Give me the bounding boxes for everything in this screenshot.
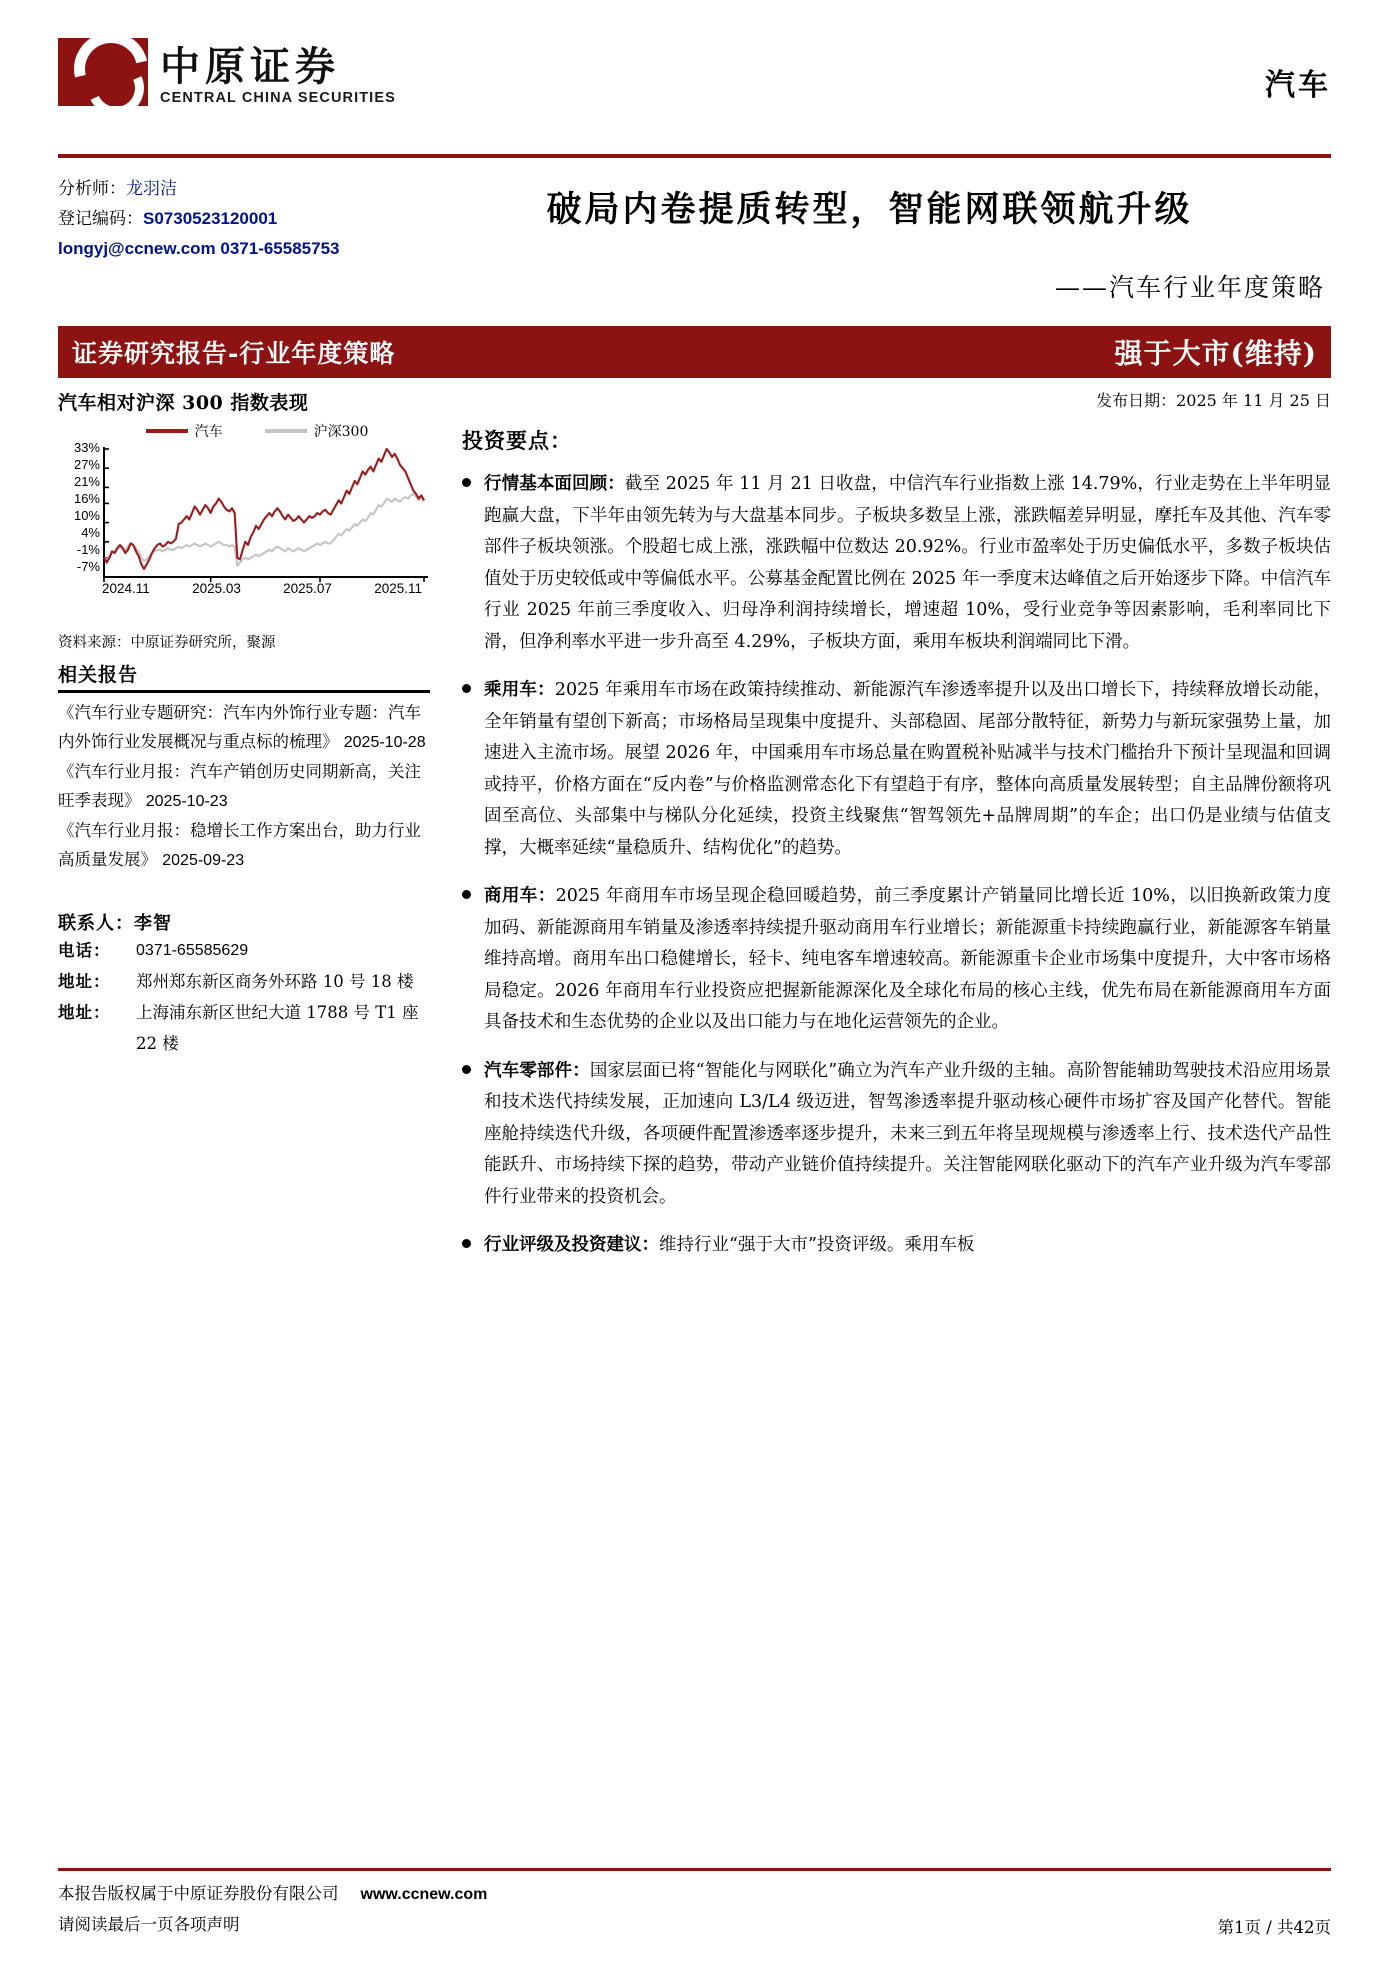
- title-block: [408, 168, 1331, 304]
- related-reports-heading: 相关报告: [58, 664, 139, 686]
- investment-point: [462, 1230, 1331, 1262]
- chart-x-tick: 2024.11: [102, 581, 150, 596]
- investment-points-heading: 投资要点：: [462, 428, 572, 453]
- index-performance-chart: [58, 421, 436, 621]
- contact-value: 上海浦东新区世纪大道 1788 号 T1 座 22 楼: [136, 1002, 419, 1053]
- legend-swatch-csi300: [265, 429, 307, 433]
- chart-x-tick: 2025.03: [192, 581, 241, 596]
- footer-url[interactable]: www.ccnew.com: [360, 1886, 488, 1903]
- chart-y-tick: 4%: [81, 525, 100, 540]
- related-report-date: 2025-10-28: [343, 733, 426, 751]
- investment-point-text: [484, 1230, 1331, 1262]
- bullet-icon: [462, 1230, 484, 1262]
- related-report-date: 2025-09-23: [162, 851, 245, 869]
- header-divider: [58, 154, 1331, 158]
- contact-key: 地址：: [58, 971, 111, 991]
- page-title: 破局内卷提质转型，智能网联领航升级: [546, 189, 1193, 230]
- related-report-title: 《汽车行业月报：汽车产销创历史同期新高，关注旺季表现》: [58, 761, 421, 810]
- contact-key: 地址：: [58, 1002, 111, 1022]
- investment-point-text: [484, 881, 1331, 1039]
- investment-point-label: 行情基本面回顾：: [484, 474, 625, 494]
- analyst-block: [58, 168, 408, 304]
- investment-point-label: 汽车零部件：: [484, 1060, 590, 1081]
- legend-label-csi300: 沪深300: [313, 424, 369, 440]
- contact-row: [58, 997, 430, 1059]
- license-label: 登记编码：: [58, 209, 143, 228]
- contact-list: [58, 935, 430, 1059]
- contact-heading-name: 李智: [134, 912, 172, 934]
- investment-point-text: [484, 1056, 1331, 1214]
- chart-lines: [102, 445, 428, 585]
- related-report-item[interactable]: [58, 816, 430, 875]
- analyst-contact-row: [58, 234, 408, 264]
- bullet-icon: [462, 675, 484, 864]
- license-number: S0730523120001: [143, 209, 278, 228]
- company-name-cn: 中原证券: [160, 43, 340, 90]
- legend-item-auto: [146, 421, 223, 441]
- chart-y-tick: 10%: [73, 508, 100, 523]
- chart-source: 资料来源：中原证券研究所，聚源: [58, 635, 276, 651]
- left-sidebar: [58, 388, 448, 1279]
- related-reports-divider: [58, 690, 430, 693]
- investment-point: [462, 1056, 1331, 1214]
- chart-y-tick: 33%: [73, 440, 100, 455]
- chart-title: 汽车相对沪深 300 指数表现: [58, 392, 309, 414]
- investment-point-body: 2025 年商用车市场呈现企稳回暖趋势，前三季度累计产销量同比增长近 10%，以旧换新政策力度加码、新能源商用车销量及渗透率持续提升驱动商用车行业增长；新能源重卡持续跑赢行业，新能源客车销量维持高增。商用车出口稳健增长，轻卡、纯电客车增速较高。新能源重卡企业市场集中度提升，大中客市场格局稳定。2026 年商用车行业投资应把握新能源深化及全球化布局的核心主线，优先布局在新能源商用车方面具备技术和生态优势的企业以及出口能力与在地化运营领先的企业。: [484, 886, 1332, 1032]
- sector-tag: 汽车: [1265, 69, 1331, 102]
- contact-value: 0371-65585629: [136, 941, 249, 959]
- contact-heading: [58, 909, 430, 935]
- investment-point-body: 国家层面已将“智能化与网联化”确立为汽车产业升级的主轴。高阶智能辅助驾驶技术沿应用场景和技术迭代持续发展，正加速向 L3/L4 级迈进，智驾渗透率提升驱动核心硬件市场扩容及国产化替代。智能座舱持续迭代升级，各项硬件配置渗透率逐步提升，未来三到五年将呈现规模与渗透率上行、技术迭代产品性能跃升、市场持续下探的趋势，带动产业链价值持续提升。关注智能网联化驱动下的汽车产业升级为汽车零部件行业带来的投资机会。: [484, 1060, 1332, 1207]
- page-subtitle: ——汽车行业年度策略: [1054, 273, 1325, 302]
- investment-point: [462, 675, 1331, 864]
- chart-legend: [58, 421, 436, 441]
- footer-divider: [58, 1868, 1331, 1871]
- ccs-logo-icon: [58, 38, 148, 106]
- bullet-icon: [462, 469, 484, 658]
- title-section: [58, 168, 1331, 304]
- chart-y-tick: 21%: [73, 474, 100, 489]
- analyst-label: 分析师：: [58, 179, 126, 198]
- legend-swatch-auto: [146, 429, 188, 433]
- investment-point: [462, 881, 1331, 1039]
- analyst-name: 龙羽洁: [126, 179, 177, 198]
- analyst-name-row: [58, 174, 408, 204]
- related-report-title: 《汽车行业专题研究：汽车内外饰行业专题：汽车内外饰行业发展概况与重点标的梳理》: [58, 702, 421, 751]
- license-row: [58, 204, 408, 234]
- report-type-banner: [58, 326, 1331, 378]
- analyst-email-phone[interactable]: longyj@ccnew.com 0371-65585753: [58, 239, 340, 258]
- investment-point: [462, 469, 1331, 658]
- bullet-icon: [462, 881, 484, 1039]
- company-name-en: CENTRAL CHINA SECURITIES: [160, 90, 396, 106]
- legend-item-csi300: [265, 421, 369, 441]
- investment-point-label: 乘用车：: [484, 680, 555, 700]
- chart-x-tick: 2025.11: [374, 581, 422, 596]
- publish-date-label: 发布日期：: [1096, 391, 1177, 410]
- footer-left: [58, 1879, 487, 1940]
- report-type-label: 证券研究报告-行业年度策略: [72, 339, 396, 368]
- chart-y-tick: 27%: [73, 457, 100, 472]
- contact-key: 电话：: [58, 940, 111, 960]
- investment-points-list: [462, 469, 1331, 1262]
- bullet-icon: [462, 1056, 484, 1214]
- chart-x-tick: 2025.07: [283, 581, 332, 596]
- chart-y-axis: [58, 440, 100, 577]
- investment-point-label: 行业评级及投资建议：: [484, 1235, 659, 1255]
- legend-label-auto: 汽车: [194, 424, 223, 440]
- investment-point-body: 维持行业“强于大市”投资评级。乘用车板: [659, 1235, 975, 1255]
- page-header: [58, 0, 1331, 150]
- chart-x-axis: [102, 581, 422, 596]
- chart-plot-area: [58, 440, 436, 596]
- page-footer: [58, 1868, 1331, 1940]
- chart-y-tick: -1%: [76, 542, 100, 557]
- related-report-item[interactable]: [58, 757, 430, 816]
- chart-y-tick: -7%: [76, 559, 100, 574]
- investment-point-text: [484, 675, 1331, 864]
- investment-point-body: 2025 年乘用车市场在政策持续推动、新能源汽车渗透率提升以及出口增长下，持续释放增长动能，全年销量有望创下新高；市场格局呈现集中度提升、头部稳固、尾部分散特征，新势力与新玩家强势上量，加速进入主流市场。展望 2026 年，中国乘用车市场总量在购置税补贴减半与技术门槛抬升下预计呈现温和回调或持平，价格方面在“反内卷”与价格监测常态化下有望趋于有序，整体向高质量发展转型；自主品牌份额将巩固至高位、头部集中与梯队分化延续，投资主线聚焦“智驾领先+品牌周期”的车企；出口仍是业绩与估值支撑，大概率延续“量稳质升、结构优化”的趋势。: [484, 680, 1331, 858]
- footer-copyright-row: [58, 1879, 487, 1910]
- company-logo: [58, 38, 396, 106]
- investment-point-body: 截至 2025 年 11 月 21 日收盘，中信汽车行业指数上涨 14.79%，行业走势在上半年明显跑赢大盘，下半年由领先转为与大盘基本同步。子板块多数呈上涨，涨跌幅差异明显，摩托车及其他、汽车零部件子板块领涨。个股超七成上涨，涨跌幅中位数达 20.92%。行业市盈率处于历史偏低水平，多数子板块估值处于历史较低或中等偏低水平。公募基金配置比例在 2025 年一季度末达峰值之后开始逐步下降。中信汽车行业 2025 年前三季度收入、归母净利润持续增长，增速超 10%，受行业竞争等因素影响，毛利率同比下滑，但净利率水平进一步升高至 4.29%，子板块方面，乘用车板块利润端同比下滑。: [484, 474, 1331, 652]
- chart-y-tick: 16%: [73, 491, 100, 506]
- footer-copyright: 本报告版权属于中原证券股份有限公司: [58, 1884, 339, 1903]
- related-report-date: 2025-10-23: [145, 792, 228, 810]
- contact-row: [58, 966, 430, 997]
- contact-row: [58, 935, 430, 966]
- publish-date: [462, 388, 1331, 411]
- publish-date-value: 2025 年 11 月 25 日: [1176, 391, 1331, 410]
- page-number: 第1页 / 共42页: [1217, 1918, 1331, 1937]
- contact-value: 郑州郑东新区商务外环路 10 号 18 楼: [136, 971, 414, 991]
- investment-point-text: [484, 469, 1331, 658]
- rating-badge: 强于大市(维持): [1114, 337, 1317, 370]
- contact-heading-label: 联系人：: [58, 912, 134, 934]
- page-body: [58, 388, 1331, 1279]
- footer-disclaimer: 请阅读最后一页各项声明: [58, 1915, 240, 1934]
- related-report-item[interactable]: [58, 698, 430, 757]
- investment-point-label: 商用车：: [484, 886, 556, 906]
- related-reports-list: [58, 698, 430, 875]
- related-report-title: 《汽车行业月报：稳增长工作方案出台，助力行业高质量发展》: [58, 820, 421, 869]
- main-content: [448, 388, 1331, 1279]
